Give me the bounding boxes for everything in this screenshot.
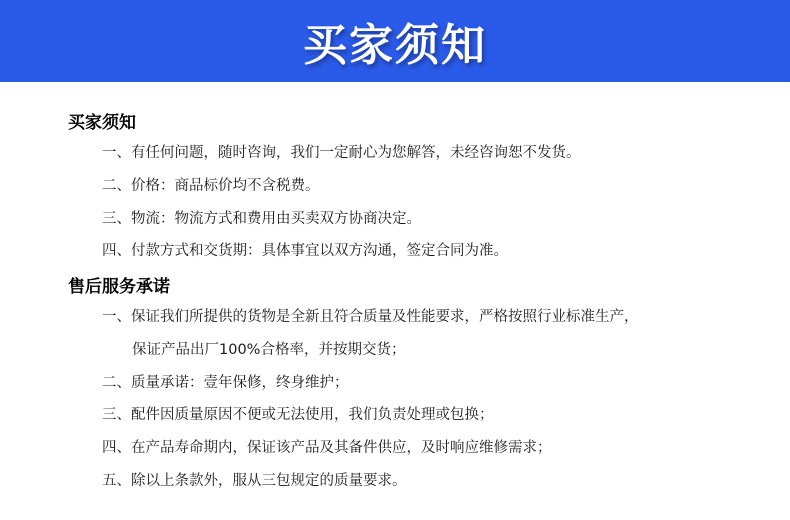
service-item-continuation: 保证产品出厂100%合格率，并按期交货； [132,342,406,358]
notice-item: 二、价格：商品标价均不含税费。 [102,178,320,194]
section-heading-after-sales: 售后服务承诺 [68,277,170,297]
service-item: 一、保证我们所提供的货物是全新且符合质量及性能要求，严格按照行业标准生产， [102,309,639,325]
service-item: 三、配件因质量原因不便或无法使用，我们负责处理或包换； [102,407,494,423]
banner-title: 买家须知 [303,20,487,71]
notice-item: 一、有任何问题，随时咨询，我们一定耐心为您解答，未经咨询恕不发货。 [102,145,581,161]
service-item: 四、在产品寿命期内，保证该产品及其备件供应，及时响应维修需求； [102,440,552,456]
notice-item: 四、付款方式和交货期：具体事宜以双方沟通，签定合同为准。 [102,243,508,259]
notice-item: 三、物流：物流方式和费用由买卖双方协商决定。 [102,211,421,227]
section-heading-buyer-notice: 买家须知 [68,113,136,133]
service-item: 五、除以上条款外，服从三包规定的质量要求。 [102,473,407,489]
service-item: 二、质量承诺：壹年保修，终身维护； [102,375,349,391]
